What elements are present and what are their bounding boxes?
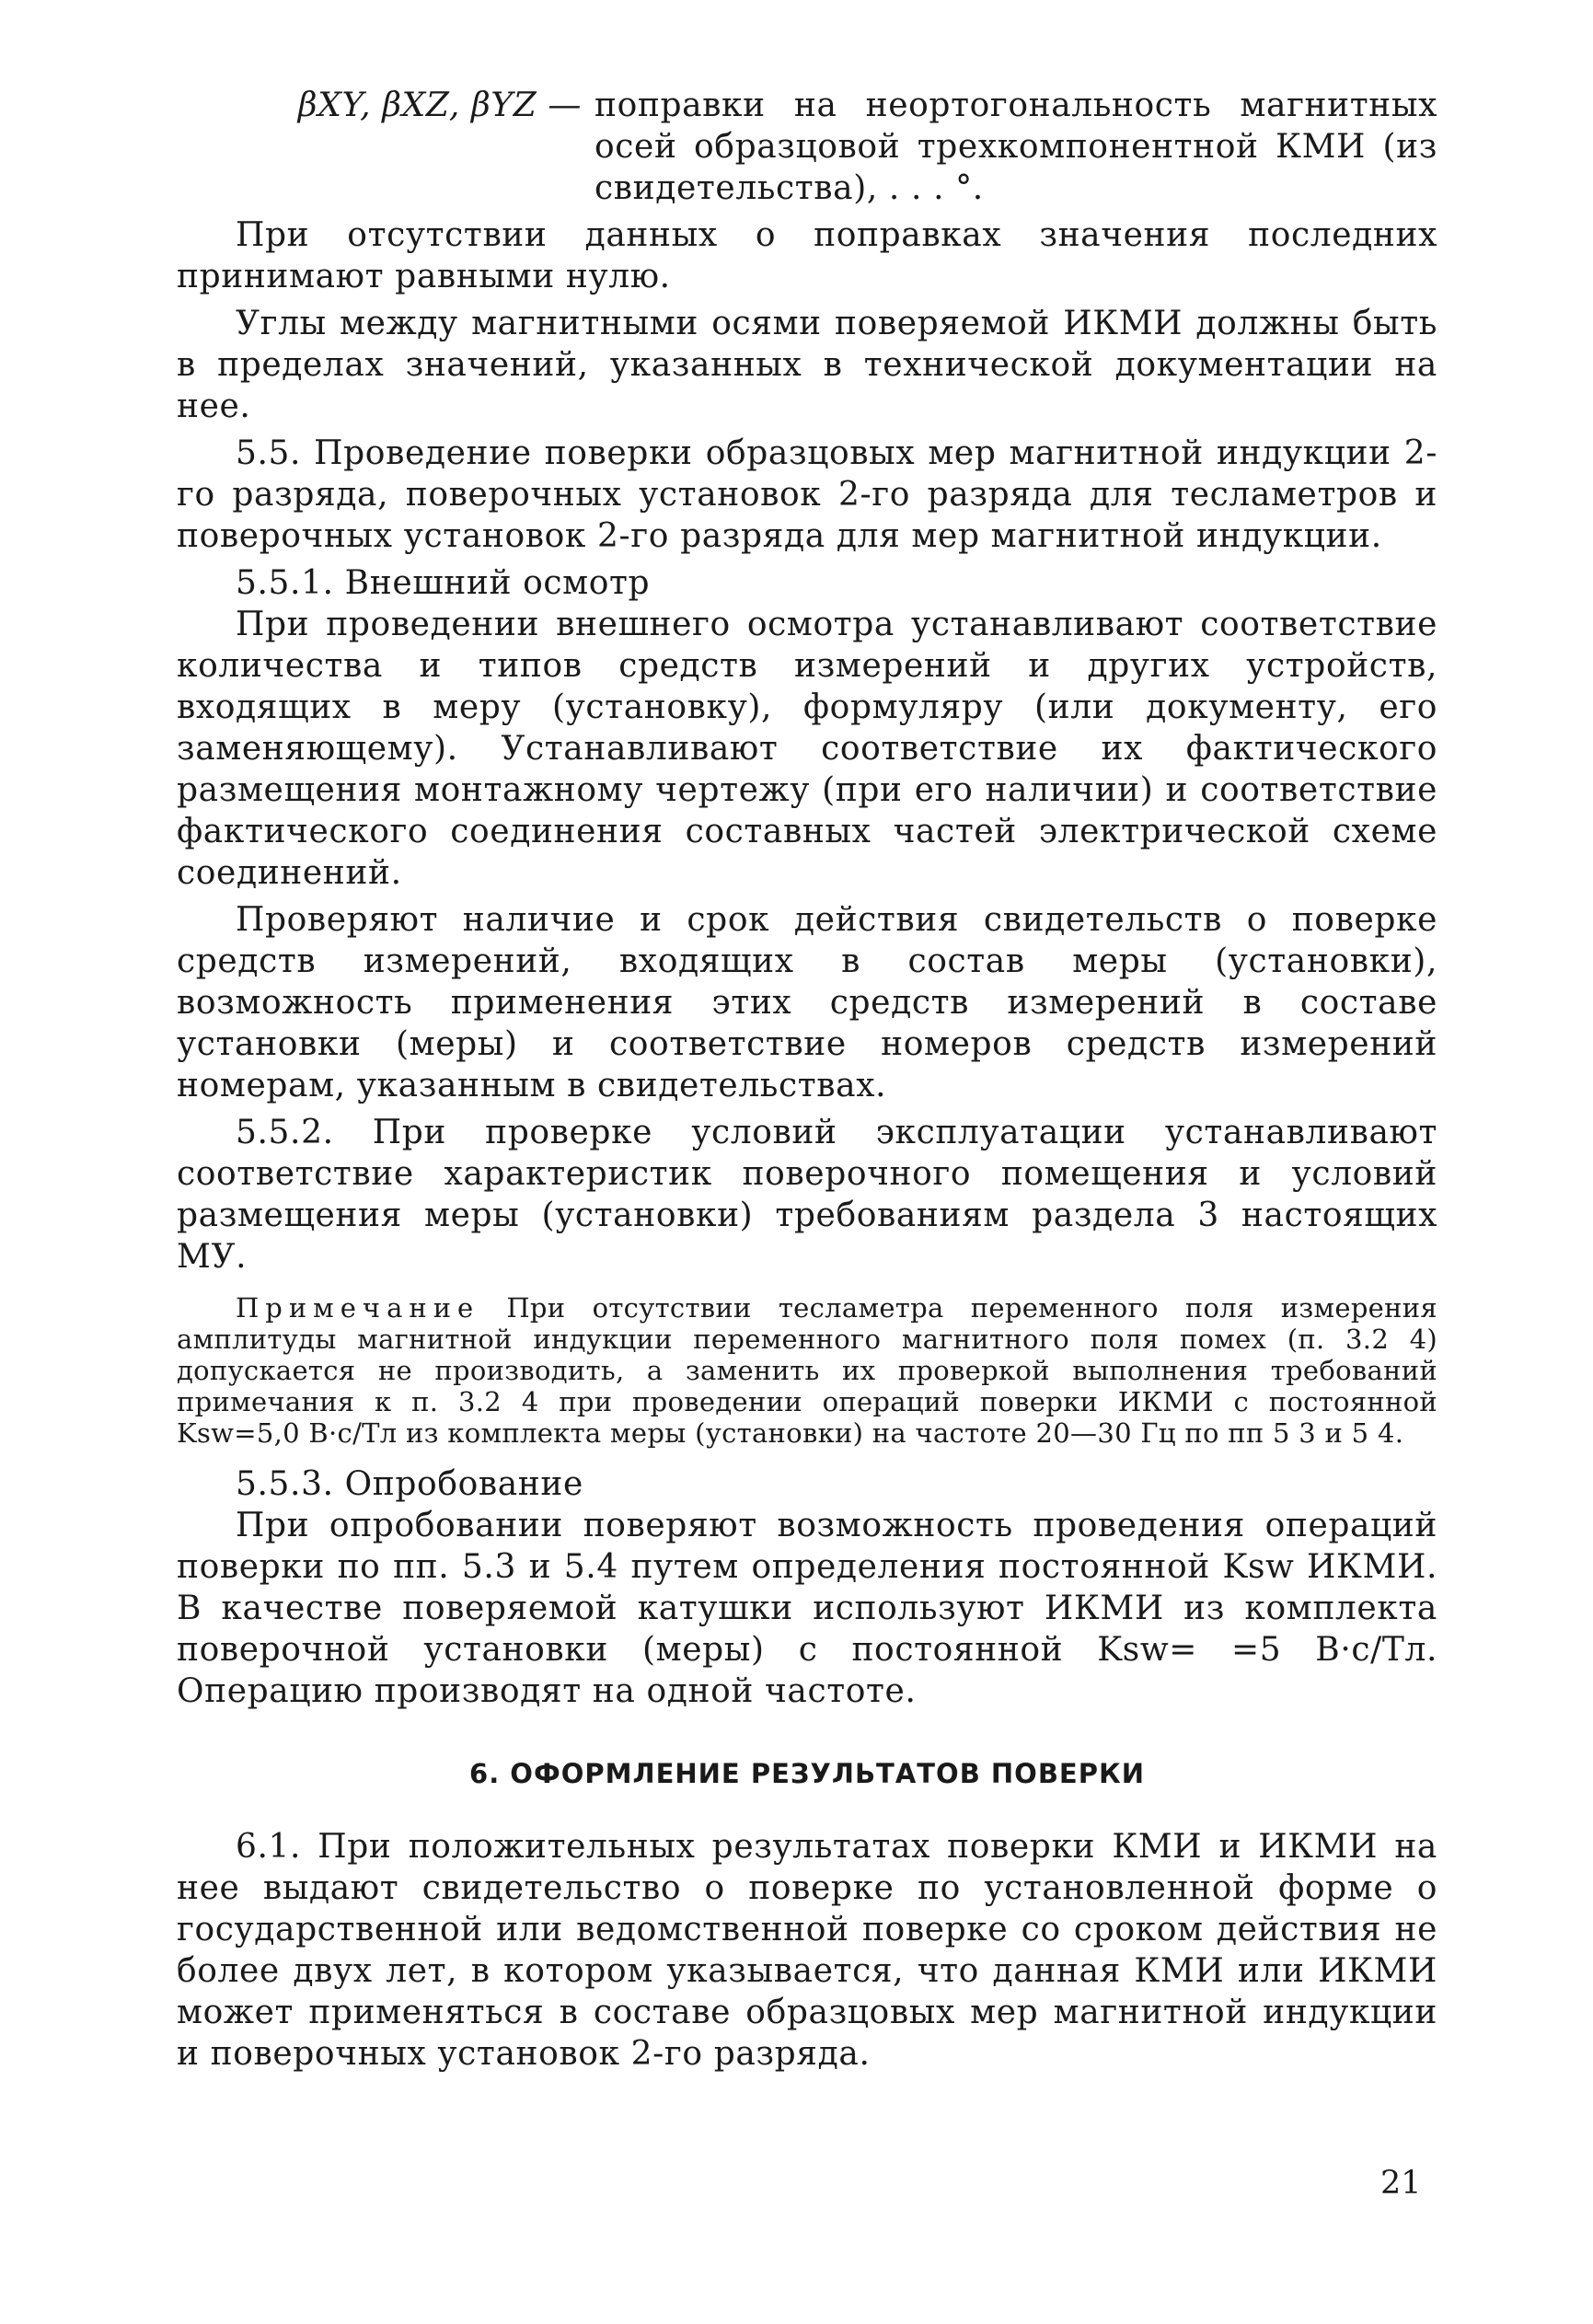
paragraph-external-inspection: При проведении внешнего осмотра устанавливают соответствие количества и типов средств измерений и других устройств, входящих в меру (установку), формуляру (или документу, его заменяющему). Устанавливают соответствие их фактического размещения монтажному чертежу (при его наличии) и соответствие фактического соединения составных частей электрической схеме соединений. [177,606,1437,892]
definition-term: βXY, βXZ, βYZ — [297,87,582,124]
page-number: 21 [1380,2165,1422,2202]
definition-description: поправки на неортогональность магнитных осей образцовой трехкомпонентной КМИ (из свидетельства), . . . °. [594,87,1437,207]
definition-entry [177,85,1437,209]
section-heading: 6. ОФОРМЛЕНИЕ РЕЗУЛЬТАТОВ ПОВЕРКИ [469,1758,1145,1789]
document-page [177,85,1437,2075]
paragraph-testing: При опробовании поверяют возможность проведения операций поверки по пп. 5.3 и 5.4 путем определения постоянной Ksw ИКМИ. В качестве поверяемой катушки используют ИКМИ из комплекта поверочной установки (меры) с постоянной Ksw= =5 В·с/Тл. Операцию производят на одной частоте. [177,1507,1437,1710]
subsection-title-5-5-1: 5.5.1. Внешний осмотр [236,564,651,602]
paragraph-certificates-check: Проверяют наличие и срок действия свидетельств о поверке средств измерений, входящих в состав меры (установки), возможность применения этих средств измерений в составе установки (меры) и соответствие номеров средств измерений номерам, указанным в свидетельствах. [177,901,1437,1104]
paragraph-6-1: 6.1. При положительных результатах поверки КМИ и ИКМИ на нее выдают свидетельство о поверке по установленной форме о государственной или ведомственной поверке со сроком действия не более двух лет, в котором указывается, что данная КМИ или ИКМИ может применяться в составе образцовых мер магнитной индукции и поверочных установок 2-го разряда. [177,1828,1437,2073]
paragraph-5-5: 5.5. Проведение поверки образцовых мер магнитной индукции 2-го разряда, поверочных установок 2-го разряда для тесламетров и поверочных установок 2-го разряда для мер магнитной индукции. [177,434,1437,555]
subsection-title-5-5-3: 5.5.3. Опробование [236,1465,583,1503]
note-text: При отсутствии тесламетра переменного поля измерения амплитуды магнитной индукции переменного магнитного поля помех (п. 3.2 4) допускается не производить, а заменить их проверкой выполнения требований примечания к п. 3.2 4 при проведении операций поверки ИКМИ с постоянной Ksw=5,0 В·с/Тл из комплекта меры (установки) на частоте 20—30 Гц по пп 5 3 и 5 4. [177,1292,1437,1449]
paragraph-zero-corrections: При отсутствии данных о поправках значения последних принимают равными нулю. [177,216,1437,295]
paragraph-5-5-2: 5.5.2. При проверке условий эксплуатации устанавливают соответствие характеристик поверочного помещения и условий размещения меры (установки) требованиям раздела 3 настоящих МУ. [177,1114,1437,1276]
note-label: Примечание [236,1292,480,1324]
paragraph-axis-angles: Углы между магнитными осями поверяемой ИКМИ должны быть в пределах значений, указанных в технической документации на нее. [177,305,1437,425]
note-block [177,1292,1437,1449]
